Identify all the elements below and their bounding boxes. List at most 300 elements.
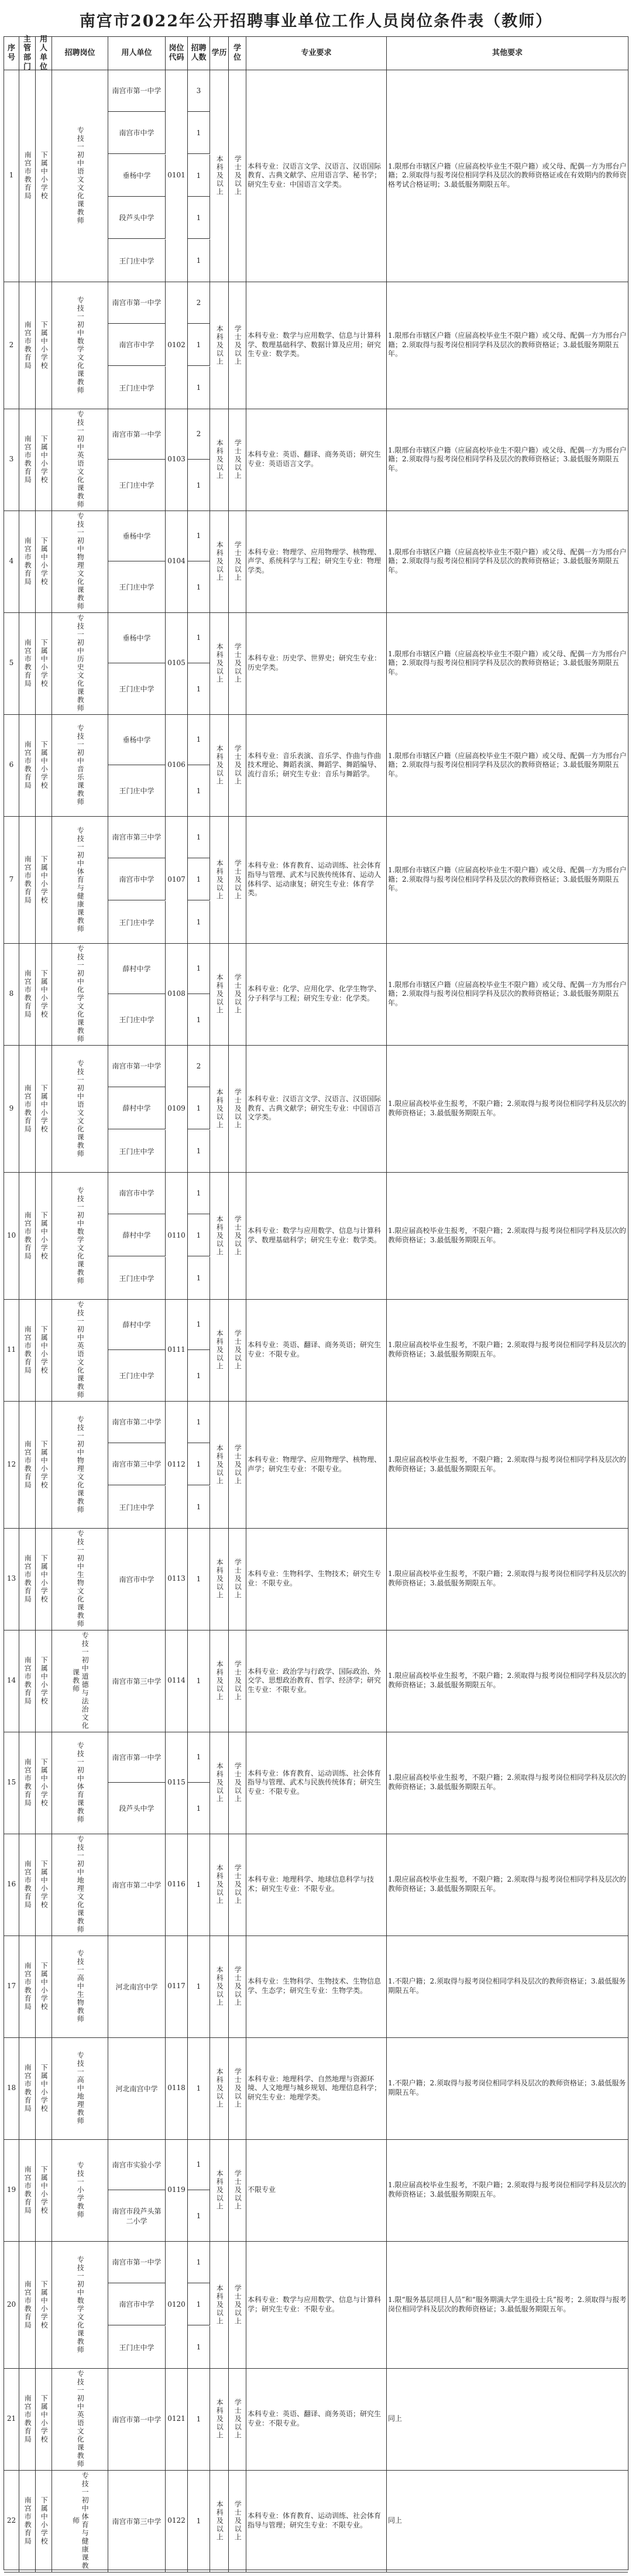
hire-count: 1: [188, 2283, 210, 2325]
cell-post: [52, 1834, 108, 1936]
school-name: 河北南宫中学: [108, 1936, 166, 2037]
school-name-cell: [108, 112, 166, 154]
cell-other: [387, 1401, 628, 1528]
cell-unit: [36, 409, 52, 511]
cell-post-text: 专技一高中生物教师: [76, 1950, 85, 2023]
hire-count-cell: [188, 112, 210, 154]
school-name-cell: [108, 1732, 166, 1783]
cell-unit: [36, 2241, 52, 2368]
cell-dept: [19, 1630, 36, 1732]
school-name-cell: [108, 2190, 166, 2241]
hire-count-cell: [188, 1299, 210, 1350]
school-name-cell: [108, 994, 166, 1045]
cell-degree-text: 学士及以上: [233, 324, 242, 366]
cell-other: [387, 2037, 628, 2139]
cell-dept: [19, 943, 36, 1045]
hire-count: 2: [188, 1045, 210, 1087]
school-name-cell: [108, 1486, 166, 1528]
cell-degree-text: 学士及以上: [233, 155, 242, 196]
cell-dept-text: 南宫市教育局: [23, 1325, 32, 1375]
school-name: 南宫市实验小学: [108, 2139, 166, 2190]
cell-other: [387, 816, 628, 943]
cell-dept-text: 南宫市教育局: [23, 2280, 32, 2330]
cell-seq: [4, 1299, 19, 1401]
hire-count-cell: [188, 460, 210, 511]
hire-count: 1: [188, 2241, 210, 2283]
cell-degree: [229, 714, 246, 816]
header-code: 岗位代码: [166, 37, 188, 70]
cell-post: [52, 409, 108, 511]
hire-count: 1: [188, 2190, 210, 2241]
cell-post: [52, 2241, 108, 2368]
school-name: 南宫市第二中学: [108, 1401, 166, 1443]
school-name-cell: [108, 1528, 166, 1630]
school-name: 南宫市中学: [108, 324, 166, 365]
cell-edu-text: 本科及以上: [215, 1088, 224, 1129]
cell-seq: [4, 1936, 19, 2037]
hire-count: 1: [188, 858, 210, 900]
cell-dept-text: 南宫市教育局: [23, 151, 32, 200]
school-name: 王门庄中学: [108, 1257, 166, 1299]
cell-edu: [210, 612, 229, 714]
cell-unit: [36, 2368, 52, 2470]
cell-major: [246, 2139, 387, 2241]
hire-count-cell: [188, 1130, 210, 1172]
cell-code: [166, 1401, 188, 1528]
cell-unit-text: 下属中小学校: [40, 1860, 49, 1909]
cell-seq-text: 8: [9, 989, 14, 998]
hire-count-cell: [188, 561, 210, 612]
cell-degree: [229, 2368, 246, 2470]
cell-dept: [19, 1401, 36, 1528]
hire-count-cell: [188, 2283, 210, 2325]
cell-code: [166, 282, 188, 409]
cell-post: [52, 943, 108, 1045]
cell-degree-text: 学士及以上: [233, 2399, 242, 2440]
cell-degree-text: 学士及以上: [233, 1864, 242, 1905]
school-name-cell: [108, 409, 166, 460]
school-name: 王门庄中学: [108, 1130, 166, 1172]
school-name: 南宫市第三中学: [108, 2470, 166, 2572]
cell-other-text: 1.限“服务基层项目人员”和“服务期满大学生退役士兵”报考；2.须取得与报考岗位相同学科及层次的教师资格证；3.最低服务期限五年。: [388, 2295, 627, 2313]
cell-code-text: 0102: [167, 340, 186, 349]
hire-count: 1: [188, 1630, 210, 1732]
cell-seq-text: 11: [6, 1345, 16, 1354]
school-name: 垂杨中学: [108, 155, 166, 196]
cell-code: [166, 70, 188, 282]
school-name: 南宫市第二中学: [108, 1834, 166, 1936]
cell-other: [387, 714, 628, 816]
header-unit: 用人单位: [36, 37, 52, 70]
cell-code: [166, 2241, 188, 2368]
cell-seq: [4, 70, 19, 282]
cell-dept: [19, 1299, 36, 1401]
school-name-cell: [108, 2139, 166, 2190]
header-dept: 主管部门: [19, 37, 36, 70]
cell-major: [246, 1299, 387, 1401]
cell-code-text: 0113: [167, 1574, 186, 1583]
hire-count: 1: [188, 901, 210, 943]
cell-post-text: 专技一小学教师: [76, 2161, 85, 2219]
table-row: [4, 1045, 628, 1173]
cell-seq: [4, 2139, 19, 2241]
school-name-cell: [108, 1783, 166, 1834]
cell-post: [52, 714, 108, 816]
hire-count-cell: [188, 1732, 210, 1783]
hire-count: 1: [188, 1936, 210, 2037]
cell-degree-text: 学士及以上: [233, 1330, 242, 1371]
cell-seq-text: 21: [6, 2414, 16, 2423]
cell-dept-text: 南宫市教育局: [23, 537, 32, 586]
hire-count-cell: [188, 409, 210, 460]
cell-post-text: 专技一初中体育课教师: [76, 1742, 85, 1824]
school-name-cell: [108, 2037, 166, 2139]
cell-degree-text: 学士及以上: [233, 1558, 242, 1599]
cell-degree: [229, 1401, 246, 1528]
cell-major-text: 本科专业：数学与应用数学、信息与计算科学、数理基础科学、数据计算及应用；研究生专业：数学类。: [248, 331, 382, 358]
cell-major: [246, 409, 387, 511]
cell-unit: [36, 612, 52, 714]
cell-edu: [210, 1630, 229, 1732]
cell-edu: [210, 2241, 229, 2368]
cell-dept: [19, 1936, 36, 2037]
school-name: 南宫市第三中学: [108, 816, 166, 858]
cell-major-text: 本科专业：生物科学、生物技术；研究生专业：不限专业。: [248, 1570, 382, 1587]
cell-major: [246, 1401, 387, 1528]
cell-code-text: 0112: [167, 1460, 186, 1468]
cell-major: [246, 2037, 387, 2139]
table-row: [4, 2139, 628, 2242]
school-name: 河北南宫中学: [108, 2037, 166, 2139]
hire-count-cell: [188, 2326, 210, 2368]
school-name: 薛村中学: [108, 1299, 166, 1349]
cell-seq-text: 22: [6, 2516, 16, 2525]
hire-count-cell: [188, 70, 210, 112]
school-name: 南宫市中学: [108, 2283, 166, 2325]
school-name: 南宫市中学: [108, 858, 166, 900]
hire-count: 1: [188, 612, 210, 663]
cell-post: [52, 612, 108, 714]
school-name-cell: [108, 561, 166, 612]
school-name-cell: [108, 858, 166, 900]
cell-code: [166, 943, 188, 1045]
cell-edu-text: 本科及以上: [215, 324, 224, 366]
hire-count-cell: [188, 714, 210, 765]
cell-unit-text: 下属中小学校: [40, 741, 49, 790]
cell-seq: [4, 612, 19, 714]
hire-count-cell: [188, 511, 210, 561]
cell-major-text: 本科专业：物理学、应用物理学、核物理、声学、系统科学与工程；研究生专业：物理学类。: [248, 547, 382, 574]
school-name-cell: [108, 1443, 166, 1485]
cell-post-text: 专技一初中历史文化课教师: [76, 614, 85, 712]
hire-count: 1: [188, 112, 210, 153]
cell-dept-text: 南宫市教育局: [23, 2395, 32, 2444]
cell-major: [246, 1834, 387, 1936]
cell-degree-text: 学士及以上: [233, 643, 242, 684]
cell-other: [387, 1528, 628, 1630]
cell-degree: [229, 282, 246, 409]
cell-dept-text: 南宫市教育局: [23, 741, 32, 790]
hire-count-cell: [188, 197, 210, 239]
hire-count-cell: [188, 2190, 210, 2241]
cell-code: [166, 2037, 188, 2139]
hire-count-cell: [188, 1528, 210, 1630]
cell-degree-text: 学士及以上: [233, 745, 242, 786]
hire-count-cell: [188, 901, 210, 943]
cell-dept: [19, 511, 36, 612]
hire-count-cell: [188, 366, 210, 409]
table-row: [4, 1172, 628, 1300]
cell-unit: [36, 1936, 52, 2037]
cell-dept: [19, 816, 36, 943]
cell-post: [52, 2368, 108, 2470]
hire-count: 1: [188, 239, 210, 282]
table-row: [4, 1630, 628, 1732]
table-row: [4, 2037, 628, 2140]
school-name-cell: [108, 1630, 166, 1732]
cell-edu: [210, 816, 229, 943]
cell-major: [246, 1630, 387, 1732]
hire-count: 3: [188, 70, 210, 111]
table-row: [4, 1834, 628, 1936]
cell-edu-text: 本科及以上: [215, 1558, 224, 1599]
cell-edu-text: 本科及以上: [215, 745, 224, 786]
school-name: 王门庄中学: [108, 460, 166, 511]
cell-seq: [4, 1401, 19, 1528]
position-table: [4, 36, 628, 2570]
cell-degree-text: 学士及以上: [233, 1215, 242, 1256]
school-name: 南宫市中学: [108, 112, 166, 153]
cell-unit: [36, 1630, 52, 1732]
cell-unit-text: 下属中小学校: [40, 320, 49, 370]
cell-edu-text: 本科及以上: [215, 1444, 224, 1485]
table-row: [4, 943, 628, 1046]
hire-count-cell: [188, 816, 210, 858]
hire-count: 1: [188, 1299, 210, 1349]
hire-count: 1: [188, 324, 210, 365]
cell-code: [166, 2139, 188, 2241]
school-name: 南宫市段芦头第二小学: [108, 2190, 166, 2241]
cell-dept: [19, 1528, 36, 1630]
hire-count-cell: [188, 2470, 210, 2572]
cell-degree-text: 学士及以上: [233, 859, 242, 900]
table-row: [4, 409, 628, 511]
cell-major-text: 本科专业：体育教育、运动训练、社会体育指导与管理、武术与民族传统体育、运动人体科学、运动康复；研究生专业：体育学类。: [248, 861, 382, 898]
cell-major: [246, 511, 387, 612]
cell-major-text: 本科专业：历史学、世界史；研究生专业：历史学类。: [248, 654, 382, 672]
cell-seq-text: 19: [6, 2186, 16, 2194]
header-post: 招聘岗位: [52, 37, 108, 70]
hire-count: 1: [188, 2470, 210, 2572]
cell-unit-text: 下属中小学校: [40, 2280, 49, 2330]
school-name-cell: [108, 2283, 166, 2325]
cell-other-text: 1.限应届高校毕业生报考，不限户籍；2.须取得与报考岗位相同学科及层次的教师资格证；3.最低服务期限五年。: [388, 1671, 626, 1689]
cell-degree: [229, 1834, 246, 1936]
hire-count-cell: [188, 1350, 210, 1401]
table-row: [4, 714, 628, 817]
cell-post-text: 专技一初中生物文化课教师: [76, 1530, 85, 1628]
cell-post: [52, 282, 108, 409]
hire-count: 1: [188, 561, 210, 612]
school-name: 南宫市第三中学: [108, 1443, 166, 1485]
cell-code-text: 0122: [167, 2516, 186, 2525]
hire-count-cell: [188, 282, 210, 324]
cell-seq: [4, 2470, 19, 2572]
cell-edu-text: 本科及以上: [215, 974, 224, 1015]
cell-unit-text: 下属中小学校: [40, 1554, 49, 1604]
school-name-cell: [108, 1299, 166, 1350]
cell-unit-text: 下属中小学校: [40, 1440, 49, 1489]
hire-count: 1: [188, 1834, 210, 1936]
cell-post-text: 专技一初中道德与法治文化课教师: [71, 1632, 90, 1730]
hire-count: 1: [188, 1087, 210, 1129]
cell-other-text: 1.限邢台市辖区户籍（应届高校毕业生不限户籍）或父母、配偶一方为邢台户籍；2.须取得与报考岗位相同学科及层次的教师资格证或在有效期内的教师资格考试合格证明；3.最低服务期限五年。: [388, 162, 627, 189]
cell-major: [246, 1172, 387, 1299]
cell-seq: [4, 282, 19, 409]
cell-code: [166, 511, 188, 612]
school-name: 南宫市第一中学: [108, 282, 166, 323]
hire-count: 2: [188, 282, 210, 323]
cell-degree-text: 学士及以上: [233, 1088, 242, 1129]
cell-code-text: 0109: [167, 1104, 186, 1112]
cell-other: [387, 2139, 628, 2241]
cell-unit: [36, 1528, 52, 1630]
cell-code-text: 0110: [167, 1231, 186, 1239]
hire-count: 1: [188, 714, 210, 765]
hire-count: 1: [188, 1443, 210, 1485]
cell-other-text: 1.不限户籍；2.须取得与报考岗位相同学科及层次的教师资格证；3.最低服务期限五年。: [388, 1977, 626, 1995]
cell-post: [52, 1630, 108, 1732]
cell-post-text: 专技一初中语文文化课教师: [76, 126, 85, 225]
cell-major: [246, 1936, 387, 2037]
cell-degree-text: 学士及以上: [233, 1660, 242, 1701]
cell-seq: [4, 1834, 19, 1936]
school-name: 王门庄中学: [108, 239, 166, 282]
school-name-cell: [108, 155, 166, 197]
cell-major-text: 本科专业：物理学、应用物理学、核物理、声学；研究生专业：不限专业。: [248, 1455, 382, 1473]
school-name: 垂杨中学: [108, 714, 166, 765]
cell-other: [387, 1834, 628, 1936]
hire-count: 1: [188, 197, 210, 238]
cell-unit-text: 下属中小学校: [40, 639, 49, 688]
cell-degree-text: 学士及以上: [233, 1762, 242, 1803]
cell-unit: [36, 1401, 52, 1528]
cell-edu: [210, 1045, 229, 1172]
cell-unit-text: 下属中小学校: [40, 151, 49, 200]
cell-major: [246, 714, 387, 816]
school-name-cell: [108, 511, 166, 561]
cell-edu: [210, 282, 229, 409]
cell-other-text: 同上: [388, 2516, 403, 2525]
table-row: [4, 1936, 628, 2038]
cell-seq: [4, 816, 19, 943]
cell-post-text: 专技一初中地理文化课教师: [76, 1835, 85, 1934]
cell-unit: [36, 1299, 52, 1401]
cell-post-text: 专技一初中英语文化课教师: [76, 2370, 85, 2468]
school-name-cell: [108, 366, 166, 409]
cell-degree: [229, 816, 246, 943]
hire-count-cell: [188, 663, 210, 714]
cell-unit-text: 下属中小学校: [40, 1084, 49, 1133]
cell-degree: [229, 2470, 246, 2572]
cell-dept-text: 南宫市教育局: [23, 1084, 32, 1133]
cell-degree: [229, 1630, 246, 1732]
cell-major-text: 本科专业：汉语言文学、汉语言、汉语国际教育、古典文献学、应用语言学、秘书学；研究生专业：中国语言文学类。: [248, 162, 382, 189]
cell-major: [246, 1045, 387, 1172]
hire-count: 2: [188, 409, 210, 459]
table-row: [4, 2241, 628, 2369]
cell-major: [246, 1528, 387, 1630]
cell-post: [52, 1401, 108, 1528]
cell-degree-text: 学士及以上: [233, 1444, 242, 1485]
cell-dept: [19, 714, 36, 816]
cell-other: [387, 409, 628, 511]
cell-unit-text: 下属中小学校: [40, 435, 49, 484]
cell-unit: [36, 2139, 52, 2241]
cell-code-text: 0104: [167, 557, 186, 566]
cell-dept: [19, 1172, 36, 1299]
hire-count-cell: [188, 155, 210, 197]
cell-unit-text: 下属中小学校: [40, 1656, 49, 1705]
school-name-cell: [108, 2470, 166, 2572]
cell-seq-text: 10: [6, 1231, 16, 1239]
cell-unit-text: 下属中小学校: [40, 2496, 49, 2546]
school-name: 王门庄中学: [108, 663, 166, 714]
cell-degree-text: 学士及以上: [233, 2068, 242, 2109]
cell-code-text: 0101: [167, 171, 186, 180]
cell-dept: [19, 1732, 36, 1834]
school-name: 王门庄中学: [108, 561, 166, 612]
school-name-cell: [108, 1087, 166, 1129]
cell-dept: [19, 70, 36, 282]
table-row: [4, 282, 628, 409]
school-name: 王门庄中学: [108, 2326, 166, 2368]
cell-major-text: 本科专业：汉语言文学、汉语言、汉语国际教育、古典文献学；研究生专业：中国语言文学类。: [248, 1095, 382, 1122]
header-school: 用人单位: [108, 37, 166, 70]
table-row: [4, 612, 628, 715]
cell-edu: [210, 1936, 229, 2037]
cell-seq: [4, 1528, 19, 1630]
cell-seq-text: 20: [6, 2300, 16, 2308]
hire-count-cell: [188, 943, 210, 994]
hire-count-cell: [188, 2241, 210, 2283]
hire-count-cell: [188, 1834, 210, 1936]
cell-other: [387, 2241, 628, 2368]
cell-major-text: 本科专业：地理科学、自然地理与资源环境、人文地理与城乡规划、地理信息科学；研究生专业：地理学类。: [248, 2074, 382, 2101]
school-name: 南宫市第一中学: [108, 2368, 166, 2470]
cell-unit-text: 下属中小学校: [40, 1325, 49, 1375]
cell-unit: [36, 2037, 52, 2139]
cell-other: [387, 1299, 628, 1401]
cell-unit-text: 下属中小学校: [40, 2166, 49, 2215]
cell-dept-text: 南宫市教育局: [23, 2166, 32, 2215]
cell-seq: [4, 409, 19, 511]
cell-other: [387, 1630, 628, 1732]
cell-unit: [36, 1045, 52, 1172]
cell-unit: [36, 511, 52, 612]
table-row: [4, 70, 628, 282]
cell-unit: [36, 1732, 52, 1834]
cell-edu: [210, 1401, 229, 1528]
cell-degree-text: 学士及以上: [233, 2284, 242, 2325]
cell-post-text: 专技一初中体育与健康课教师: [71, 2472, 90, 2570]
cell-edu: [210, 1732, 229, 1834]
cell-unit-text: 下属中小学校: [40, 2395, 49, 2444]
cell-unit-text: 下属中小学校: [40, 970, 49, 1019]
cell-degree: [229, 409, 246, 511]
cell-edu-text: 本科及以上: [215, 439, 224, 480]
cell-other-text: 1.限应届高校毕业生报考，不限户籍；2.须取得与报考岗位相同学科及层次的教师资格证；3.最低服务期限五年。: [388, 1455, 626, 1473]
